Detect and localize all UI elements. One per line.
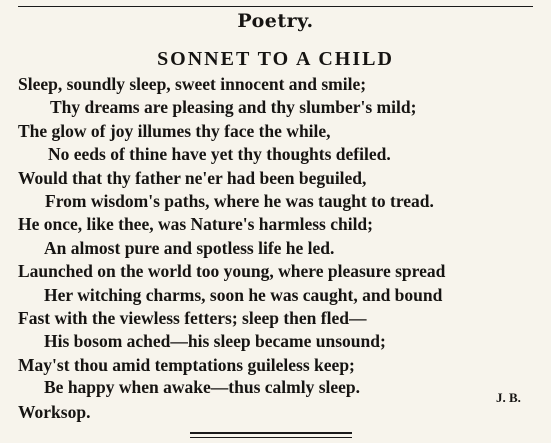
poem-line: May'st thou amid temptations guileless keep; [18, 355, 355, 375]
poem-line: Thy dreams are pleasing and thy slumber's mild; [50, 97, 417, 117]
poem-line: Her witching charms, soon he was caught, and bound [44, 285, 443, 305]
poem-line: Be happy when awake—thus calmly sleep. [44, 377, 361, 397]
poem-line: From wisdom's paths, where he was taught to tread. [45, 191, 434, 211]
author-signature: J. B. [496, 390, 521, 405]
poem-line: His bosom ached—his sleep became unsound; [44, 331, 386, 351]
place-name: Worksop. [18, 402, 91, 422]
poem-line: He once, like thee, was Nature's harmless child; [18, 214, 373, 234]
bottom-rule-thick [190, 432, 352, 434]
section-header: Poetry. [237, 10, 314, 32]
poem-line: No eeds of thine have yet thy thoughts defiled. [48, 144, 391, 164]
poem-line: An almost pure and spotless life he led. [44, 238, 335, 258]
poem-line: Fast with the viewless fetters; sleep then fled— [18, 308, 367, 328]
poem-line: The glow of joy illumes thy face the while, [18, 121, 331, 141]
top-rule [18, 6, 533, 7]
poem-title: SONNET TO A CHILD [157, 48, 394, 70]
poem-line: Launched on the world too young, where pleasure spread [18, 261, 446, 281]
poem-line: Would that thy father ne'er had been beguiled, [18, 168, 367, 188]
poem-line: Sleep, soundly sleep, sweet innocent and smile; [18, 74, 367, 94]
bottom-rule-thin [190, 437, 352, 438]
